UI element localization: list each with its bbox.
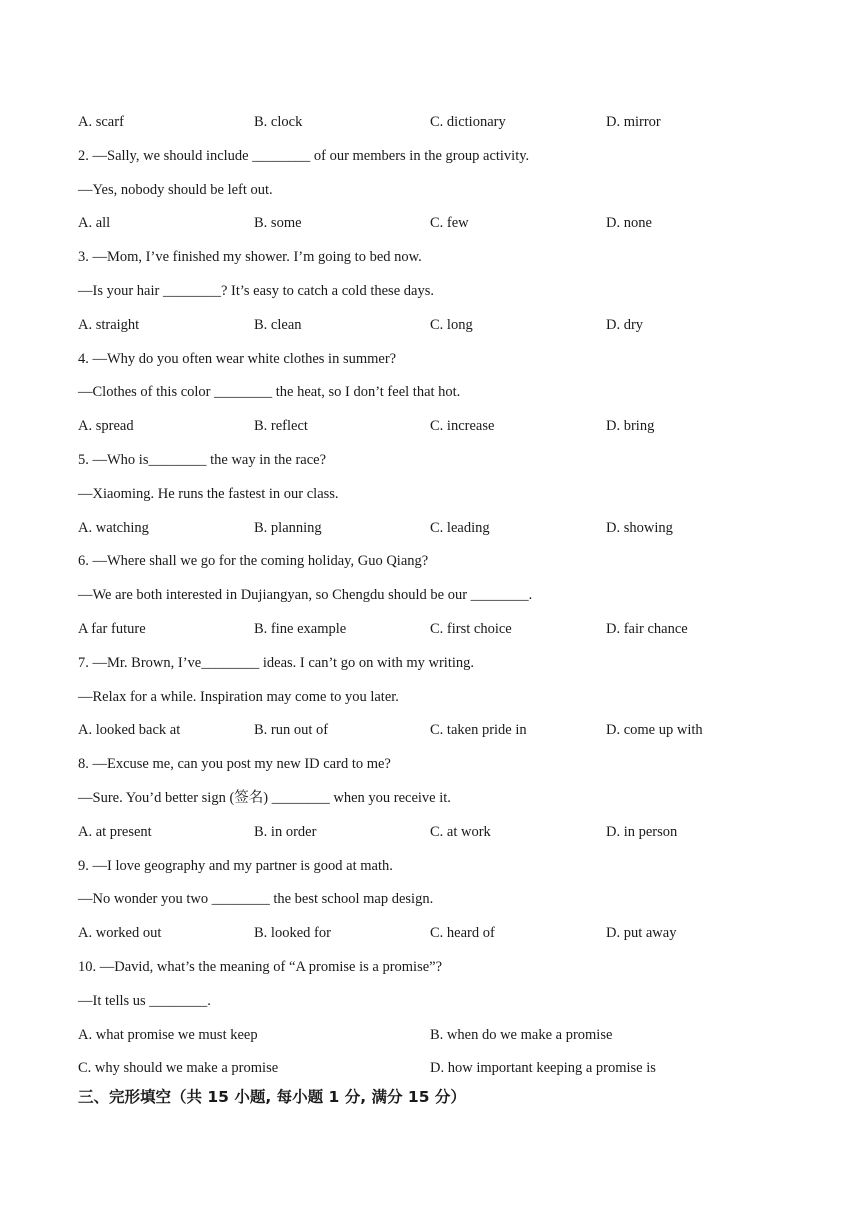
section-heading: 三、完形填空（共 15 小题, 每小题 1 分, 满分 15 分） xyxy=(78,1088,466,1106)
question-text-line: —Is your hair ________? It’s easy to catch a cold these days. xyxy=(78,283,434,299)
answer-option: B. reflect xyxy=(254,418,308,435)
answer-option: B. clock xyxy=(254,114,303,130)
question-text-line: —Xiaoming. He runs the fastest in our class. xyxy=(78,485,339,502)
answer-option: B. when do we make a promise xyxy=(430,1026,613,1043)
answer-options-row xyxy=(78,821,778,843)
answer-option: C. heard of xyxy=(430,925,495,942)
answer-options-row xyxy=(78,719,778,741)
answer-option: A. scarf xyxy=(78,114,124,130)
answer-options-row xyxy=(78,111,778,133)
answer-options-row xyxy=(78,314,778,336)
answer-option: C. at work xyxy=(430,823,491,840)
answer-options-row xyxy=(78,922,778,944)
answer-option: D. bring xyxy=(606,418,655,435)
answer-option: C. few xyxy=(430,215,469,232)
question-text-line: 8. —Excuse me, can you post my new ID card to me? xyxy=(78,756,391,773)
answer-options-row xyxy=(78,415,778,437)
question-text-line: —Sure. You’d better sign (签名) ________ when you receive it. xyxy=(78,790,451,806)
answer-options-row xyxy=(78,618,778,640)
answer-option: C. increase xyxy=(430,418,495,435)
answer-option: D. put away xyxy=(606,925,677,942)
question-text-line: —Clothes of this color ________ the heat, so I don’t feel that hot. xyxy=(78,384,461,401)
answer-option: B. in order xyxy=(254,823,317,840)
question-text-line: —Relax for a while. Inspiration may come to you later. xyxy=(78,688,399,705)
answer-option: D. fair chance xyxy=(606,621,688,637)
question-text-line: 4. —Why do you often wear white clothes in summer? xyxy=(78,350,397,367)
answer-option: C. taken pride in xyxy=(430,722,527,739)
question-text-line: 3. —Mom, I’ve finished my shower. I’m going to bed now. xyxy=(78,249,422,266)
answer-option: A. spread xyxy=(78,418,134,435)
question-text-line: —No wonder you two ________ the best school map design. xyxy=(78,891,434,908)
question-text-line: 7. —Mr. Brown, I’ve________ ideas. I can’t go on with my writing. xyxy=(78,654,475,671)
answer-option: A. what promise we must keep xyxy=(78,1026,258,1043)
answer-option: D. come up with xyxy=(606,722,703,739)
question-text-line: —Yes, nobody should be left out. xyxy=(78,181,273,198)
answer-option: D. dry xyxy=(606,316,644,333)
answer-option: A. worked out xyxy=(78,925,162,942)
answer-option: A far future xyxy=(78,621,146,637)
question-text-line: 2. —Sally, we should include ________ of our members in the group activity. xyxy=(78,147,530,164)
answer-option: C. long xyxy=(430,316,473,333)
answer-options-row xyxy=(78,1057,778,1079)
answer-option: B. looked for xyxy=(254,925,331,942)
answer-options-row xyxy=(78,212,778,234)
answer-option: B. fine example xyxy=(254,621,347,637)
answer-options-row xyxy=(78,517,778,539)
answer-option: B. planning xyxy=(254,519,322,536)
answer-option: B. some xyxy=(254,215,302,232)
question-text-line: 9. —I love geography and my partner is good at math. xyxy=(78,857,393,874)
answer-option: C. first choice xyxy=(430,621,512,637)
answer-option: A. watching xyxy=(78,519,149,536)
answer-option: B. clean xyxy=(254,316,302,333)
answer-option: D. none xyxy=(606,215,652,232)
answer-option: C. dictionary xyxy=(430,114,506,130)
answer-option: A. at present xyxy=(78,823,152,840)
answer-option: A. looked back at xyxy=(78,722,181,739)
answer-option: C. why should we make a promise xyxy=(78,1060,279,1077)
question-text-line: —We are both interested in Dujiangyan, so Chengdu should be our ________. xyxy=(78,587,533,604)
answer-options-row xyxy=(78,1024,778,1046)
answer-option: A. straight xyxy=(78,316,140,333)
answer-option: D. mirror xyxy=(606,114,661,130)
question-text-line: —It tells us ________. xyxy=(78,992,211,1009)
answer-option: D. in person xyxy=(606,823,678,840)
question-text-line: 10. —David, what’s the meaning of “A promise is a promise”? xyxy=(78,959,443,975)
answer-option: D. showing xyxy=(606,519,673,536)
answer-option: B. run out of xyxy=(254,722,329,739)
question-text-line: 5. —Who is________ the way in the race? xyxy=(78,452,327,468)
answer-option: D. how important keeping a promise is xyxy=(430,1060,656,1077)
answer-option: C. leading xyxy=(430,519,490,536)
answer-option: A. all xyxy=(78,215,111,232)
question-text-line: 6. —Where shall we go for the coming holiday, Guo Qiang? xyxy=(78,553,429,570)
